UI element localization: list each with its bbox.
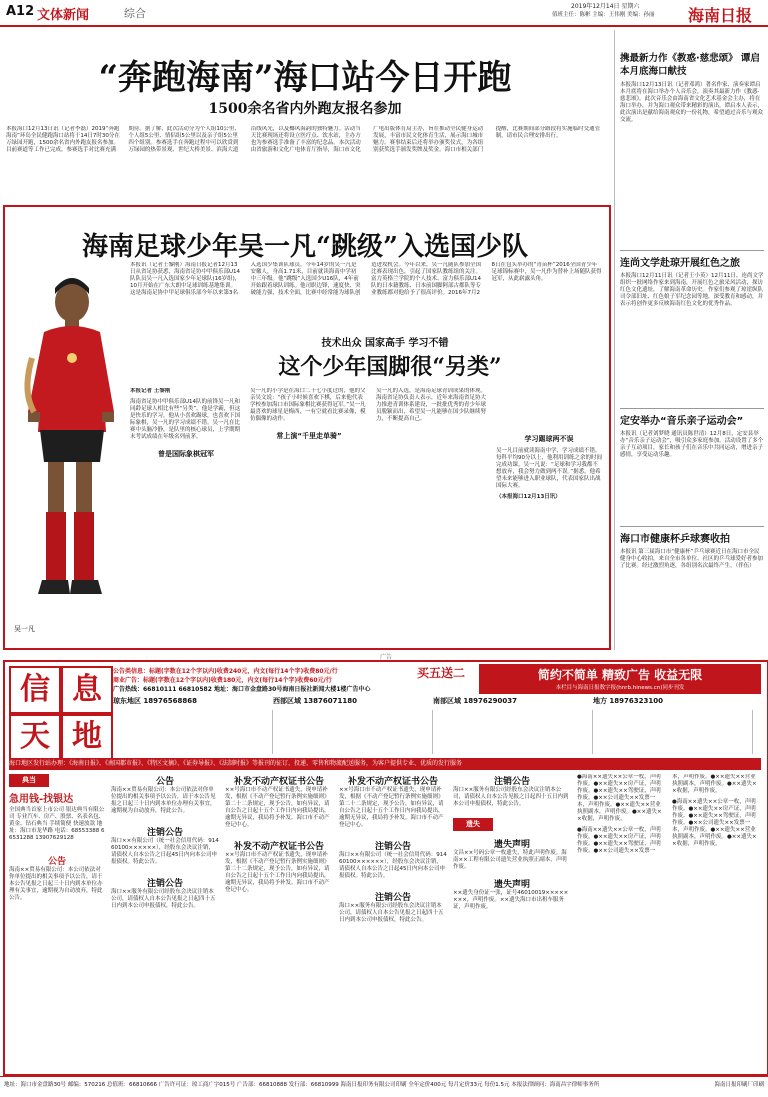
sidebar-item-body: 本报讯 第三届海口市“健康杯”乒乓球赛近日在海口市全民健身中心收拍，来自全市各单位、社区的乒乓球爱好者参加了比赛。经过激烈角逐，各组别名次最终产生。（伴伍）: [620, 549, 764, 569]
notice-heading: 公告: [155, 777, 174, 787]
ad-tagline: 海口地区发行站办理：《海南日报》、《南国都市报》、《特区文摘》、《证券导报》、《法制时报》等报刊的征订、投递、零售和物流配送服务，为客户提供专业、优质的发行服务: [9, 758, 761, 770]
notice-body: ××遗失身份证一张，证号46010019××××××××，声明作废。××遗失海口市出租车服务证，声明作废。: [453, 890, 569, 910]
page-header: [0, 0, 768, 26]
notice-body: 海口××服务有限公司经股东会决议注销本公司，请债权人自本公告见报之日起四十五日内到本公司申报债权，特此公告。: [339, 903, 444, 923]
notice-heading: 公告: [47, 857, 66, 867]
subsection-name: 综合: [124, 7, 146, 20]
feature-title: 海南足球少年吴一凡“跳级”入选国少队: [82, 232, 528, 262]
feature-subtitle-small: 技术出众 国家高手 学习不错: [321, 338, 449, 349]
feature-body: 海南省足协中甲俱乐部U14队的前锋吴一凡和同龄足球人相比有些“另类”。他是学霸，但这是快乐的学习。他从小喜欢踢球，也喜欢下国际象棋，吴一凡的学习成绩不错。吴一凡在比赛中头脑冷静，是队里的核心球员，上学期期末考试成绩在年级名列前茅。: [130, 399, 241, 440]
notice-heading: 补发不动产权证书公告: [233, 842, 324, 852]
price-line: 公告类信息：标题(字数在12个字以内)收费240元，内文(每行14个字)收费80元/行: [113, 668, 338, 675]
feature-byline: 本报记者 王黎刚: [130, 388, 171, 394]
notice-heading: 遗失声明: [493, 880, 530, 890]
brand-block: [9, 666, 109, 756]
col-1: [130, 388, 242, 628]
sidebar-item-2: [620, 254, 764, 404]
notice-body: 海口××有限公司（统一社会信用代码：91460100××××××），经股东会决议注销，请债权人自本公告之日起45日内向本公司申报债权。特此公告。: [339, 852, 447, 879]
section-heading: 曾是国际象棋冠军: [158, 450, 214, 458]
sidebar-item-3: [620, 412, 764, 522]
price-line: 商业广告：标题(字数在12个字以内)收费180元，内文(每行14个字)收费60元/行: [113, 677, 332, 684]
notice-body: ××号海口市不动产权证书遗失，现申请补发，根据《不动产登记暂行条例实施细则》第二十二条规定，现予公告，如有异议，请自公告之日起十五个工作日内向我局提出，逾期无异议，我局将予补发。海口市不动产登记中心。: [339, 787, 444, 828]
sidebar-item-title: 连尚文学赴琼开展红色之旅: [620, 258, 740, 269]
lead-body: 本报海口12月13日讯（记者李磊）2019“奔跑海南”环岛全民健跑海口站将于14日7时30分在万绿园开跑，1500余名省内外跑友报名参加。目前赛道等工作已完成，参赛选手对比赛充满期待。据了解，此次活动分为个人组10公里、个人组5公里、情侣组5公里以及亲子组5公里四个组别。参赛选手在奔跑过程中可以欣赏到万绿园的热带景观、世纪大桥美景、滨海大道沿线风光，以及椰风海韵的独特魅力。活动当天比赛现场还将设立医疗点、饮水站，主办方也为参赛选手准备了丰富的纪念品。本次活动由省旅游和文化广电体育厅指导，海口市文化广电出版体育局主办，旨在推动全民健身运动发展，丰富市民文化体育生活，展示海口城市魅力。赛事结束后还将举办颁奖仪式，为各组别获奖选手颁发奖牌及奖金。海口市相关部门提醒，比赛期间部分路段将实施临时交通管制，请市民合理安排出行。: [6, 126, 601, 153]
sidebar-item-body: 本报海口12月13日讯（记者邓鸿）著名作家、演奏家谭启本月底将在海口举办个人音乐会，演奏其最新力作《教惑·慈悲颂》。此次音乐会由海南省文化艺术基金会主办，将在海口举办，并为海口观众带来精彩的演出。谭启本人表示，此次演出是献给海南观众的一份礼物，希望通过音乐与观众交流。: [620, 82, 764, 123]
footer-brand: 海南日报印刷厂印刷: [714, 1082, 764, 1088]
lead-title: “奔跑海南”海口站今日开跑: [98, 58, 512, 98]
footer-rule: [0, 1076, 768, 1077]
notice-heading: 遗失声明: [493, 840, 530, 850]
col-4: [496, 434, 602, 634]
notice-heading: 补发不动产权证书公告: [233, 777, 324, 787]
brand-char: 地: [61, 714, 113, 760]
ad-title: 急用钱-找银达: [9, 794, 74, 805]
notice-heading: 注销公告: [146, 828, 183, 838]
ad-tag: 典当: [9, 774, 49, 787]
notice-body: 海南××贸易有限公司：本公司依法对你单位提出的相关事项予以公告，请于本公告见报之日起三十日内到本单位办理有关事宜，逾期视为自动放弃，特此公告。: [111, 787, 216, 814]
sidebar-rule: [620, 250, 764, 251]
lost-tag: 遗失: [453, 818, 493, 831]
contact-east: 琼东地区 18976568868: [113, 697, 198, 705]
sidebar-rule: [620, 408, 764, 409]
sidebar-item-body: 本报海口12月11日讯（记者王小英）12月11日，连尚文学组织一批网络作家来到海南，开展红色之旅采风活动，探访红色文化遗址，了解海南革命历史。作家们参观了琼崖纵队司令部旧址、红色娘子军纪念园等地，深受教育和感动，并表示将创作更多反映海南红色文化的优秀作品。: [620, 273, 764, 307]
feature-subtitle-big: 这个少年国脚很“另类”: [278, 354, 502, 380]
section-heading: 学习踢球两不误: [524, 435, 574, 443]
sidebar-item-4: [620, 530, 764, 648]
footer-text: 地址：海口市金盘路30号 邮编：570216 总值班：66810666 广告许可证：琼工商广字015号 广告部：66810888 发行部：66810999 海南日报印务有限公司印刷 全年定价400元 每月定价33元 每份1.5元 本报法律顾问：海南昌宇律师事务所: [4, 1082, 600, 1088]
notice-heading: 注销公告: [374, 893, 411, 903]
ad-section: [3, 660, 768, 1076]
date-line: 2019年12月14日 星期六: [571, 3, 640, 10]
notice-body: 海口××有限公司（统一社会信用代码：91460100××××××），经股东会决议注销，请债权人自本公告之日起45日内向本公司申报债权。特此公告。: [111, 838, 219, 865]
promo-badge: 买五送二: [417, 666, 466, 680]
brand-char: 信: [9, 666, 61, 714]
classified-list: ●海南××遗失××公章一枚，声明作废。●××遗失××房产证，声明作废。●××遗失××驾驶证，声明作废。●××公司遗失××发票一本，声明作废。●××遗失××营业执照副本，声明作废。●××遗失××收据，声明作废。: [672, 799, 757, 847]
feature-dateline: （本报海口12月13日讯）: [496, 494, 561, 500]
notice-heading: 注销公告: [493, 777, 530, 787]
sidebar-item-title: 定安举办“音乐亲子运动会”: [620, 416, 744, 427]
ad-col-4: [339, 774, 447, 1070]
photo-caption: 吴一凡: [14, 625, 35, 633]
sidebar-item-body: 本报讯（记者刘梦晓 通讯员陈世清）12月8日，定安县举办“音乐亲子运动会”，吸引众多家庭参加。活动设置了多个亲子互动项目，家长和孩子们在音乐中共同运动，增进亲子感情，享受运动乐趣。: [620, 431, 764, 458]
header-rule: [0, 25, 768, 27]
classified-list: ●海南××遗失××公章一枚，声明作废。●××遗失××房产证，声明作废。●××遗失××驾驶证，声明作废。●××公司遗失××发票一本，声明作废。●××遗失××营业执照副本，声明作废。●××遗失××收据，声明作废。: [577, 774, 757, 854]
classified-list: ●海南××遗失××公章一枚，声明作废。●××遗失××房产证，声明作废。●××遗失××驾驶证，声明作废。●××公司遗失××发票一本，声明作废。●××遗失××营业执照副本，声明作废。●××遗失××收据，声明作废。: [577, 774, 662, 822]
notice-body: 海口××服务有限公司经股东会决议注销本公司，请债权人自本公告见报之日起四十五日内到本公司申报债权，特此公告。: [453, 787, 569, 807]
sidebar-item-1: [620, 52, 764, 248]
slogan-small: 本栏目与海南日报数字报(hnrb.hinews.cn)同步刊发: [555, 685, 685, 691]
notice-body: ××号海口市不动产权证书遗失，现申请补发，根据《不动产登记暂行条例实施细则》第二十二条规定，现予公告，如有异议，请自公告之日起十五个工作日内向我局提出，逾期无异议，我局将予补发。海口市不动产登记中心。: [225, 787, 330, 828]
feature-body: 吴一凡目前就读海南中学，学习成绩不错。每科平均90分以上，他利用训练之余的时间完成功课。吴一凡说：“足球和学习我都不想放弃，我会努力做到两不误。”据悉，他希望未来能够进入职业球队，代表国家队出战国际大赛。: [496, 448, 602, 489]
editor-line: 值班主任：陈彬 主编：王伟刚 美编：孙丽: [552, 12, 655, 18]
notice-body: 海南××贸易有限公司：本公司依法对你单位提出的相关事项予以公告，请于本公告见报之日起三十日内到本单位办理有关事宜，逾期视为自动放弃，特此公告。: [9, 867, 103, 901]
feature-body: 吴一凡的入选，是海南足球青训成果的体现。海南省足协负责人表示，近年来海南省足协大力推进青训体系建设，一批批优秀的青少年球员脱颖而出，希望吴一凡能够在国少队继续努力，不断提高自己。: [376, 388, 487, 422]
ad-col-2: [111, 774, 219, 1070]
ad-col-3: [225, 774, 333, 1070]
contact-local: 地方 18976323100: [593, 697, 664, 705]
slogan-box: [479, 664, 761, 694]
sidebar-rule: [620, 526, 764, 527]
contact-south: 南部区域 18976290037: [433, 697, 518, 705]
notice-heading: 注销公告: [146, 879, 183, 889]
feature-intro: 本报讯（记者王黎刚）海南日报记者12月13日从省足协获悉，海南省足协中甲俱乐部U14队队员吴一凡入选国家少年足球队(16岁组)，10月开始在广东大朗中足球训练基地集训。这是海南足协中甲足球俱乐部今年以来第3名入选国少集训队球员。今年14岁的吴一凡是安徽人，身高1.71米，目前就读海南中学初中三年级。他“跳级”入选国少U16队，4年前开始跟着球队训练。他司职边锋，速度快、突破能力强，技术全面，比赛中经常能为球队创造进攻机会。今年以来，吴一凡随队参加全国比赛表现出色，引起了国家队教练组的关注。富力英格兰学院的个人技术、富力俱乐部U14队的日本籍教练、日本前国脚阿部古都队等专业教练都对他给予了很高评价。2016年7月28日在包头举办的“青苗杯”2016全国青少年足球锦标赛中，吴一凡作为替补上场随队获得冠军，从此崭露头角。: [130, 262, 602, 296]
player-photo: [14, 262, 126, 622]
notice-heading: 注销公告: [374, 842, 411, 852]
brand-char: 息: [61, 666, 113, 714]
feature-body: 吴一凡的小学是在海口二十七小度过的，他的父亲吴文说：“孩子小时候喜欢下棋，后来他代表学校参加海口市国际象棋比赛获得冠军。”吴一凡最喜欢的球星是梅西，一有空就看比赛录像，模仿偶像的动作。: [250, 388, 366, 422]
ad-col-right: [577, 774, 761, 1070]
ad-band-label: 广告: [380, 654, 393, 661]
ad-body: 全国典当首家上市公司 银达典当有限公司 专业汽车、房产、股票、名表名包、黄金、钻石典当 手续简便 快速放款 地址：海口市龙华路 电话：68553388 66531288 13907629128: [9, 807, 105, 841]
ad-col-left: [9, 774, 105, 1070]
hotline: 广告热线：66810111 66810582 地址：海口市金盘路30号海南日报社新闻大楼1楼广告中心: [113, 686, 371, 693]
brand-char: 天: [9, 714, 61, 760]
sidebar-divider: [614, 30, 615, 650]
sidebar-item-title: 携最新力作《教惑·慈悲颂》 谭启本月底海口献技: [620, 53, 760, 77]
lead-subtitle: 1500余名省内外跑友报名参加: [208, 101, 402, 117]
notice-body: 文昌××号码公章一枚遗失，特此声明作废。海南××工程有限公司遗失营业执照正副本，声明作废。: [453, 850, 567, 870]
col-3: [376, 388, 488, 628]
ad-col-5: [453, 774, 571, 1070]
page-number: A12: [6, 4, 35, 19]
slogan-big: 简约不简单 精致广告 收益无限: [537, 668, 703, 682]
section-name: 文体新闻: [37, 8, 90, 23]
agent-grid: [113, 710, 763, 754]
col-2: [250, 388, 368, 628]
masthead-logo: 海南日报: [688, 6, 753, 25]
sidebar-item-title: 海口市健康杯乒球赛收拍: [620, 534, 730, 545]
notice-heading: 补发不动产权证书公告: [347, 777, 438, 787]
section-heading: 常上演“千里走单骑”: [276, 432, 342, 440]
notice-body: ××号海口市不动产权证书遗失，现申请补发，根据《不动产登记暂行条例实施细则》第二十二条规定，现予公告，如有异议，请自公告之日起十五个工作日内向我局提出，逾期无异议，我局将予补发。海口市不动产登记中心。: [225, 852, 330, 893]
notice-body: 海口××服务有限公司经股东会决议注销本公司，请债权人自本公告见报之日起四十五日内到本公司申报债权，特此公告。: [111, 889, 216, 909]
contact-west: 西部区域 13876071180: [273, 697, 358, 705]
contact-row: [113, 696, 763, 708]
